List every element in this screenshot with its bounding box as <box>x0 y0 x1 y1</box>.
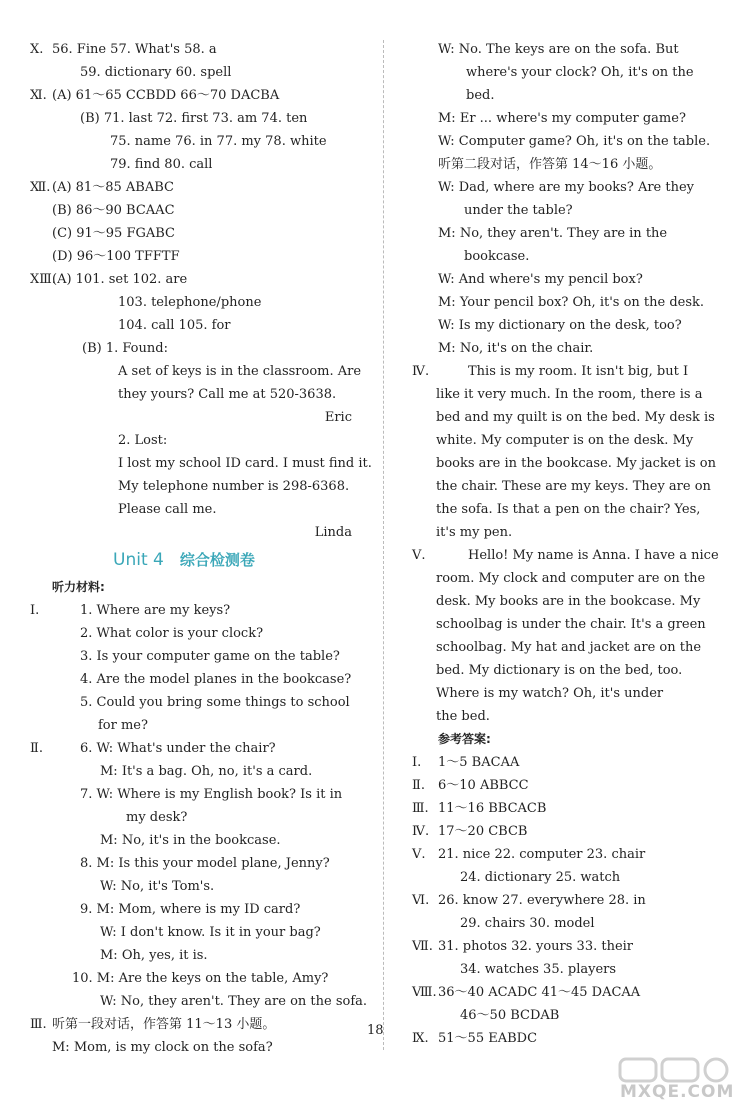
answer-line <box>412 291 712 314</box>
answer-line <box>30 337 360 360</box>
section-label: Ⅴ. <box>412 847 426 862</box>
answer-line <box>412 475 712 498</box>
line-text: M: It's a bag. Oh, no, it's a card. <box>100 764 313 779</box>
line-text: schoolbag is under the chair. It's a green <box>436 617 706 632</box>
line-text: it's my pen. <box>436 525 513 540</box>
answer-line <box>412 935 712 958</box>
line-text: desk. My books are in the bookcase. My <box>436 594 701 609</box>
answer-line <box>30 921 360 944</box>
answer-line <box>30 714 360 737</box>
answer-line <box>412 176 712 199</box>
answer-line <box>30 990 368 1013</box>
answer-line <box>412 222 712 245</box>
answer-line <box>412 751 712 774</box>
answer-line <box>30 475 360 498</box>
line-text: 31. photos 32. yours 33. their <box>438 939 634 954</box>
line-text: W: And where's my pencil box? <box>438 272 643 287</box>
line-text: 9. M: Mom, where is my ID card? <box>80 902 301 917</box>
line-text: bed. <box>466 88 495 103</box>
answer-line <box>30 737 360 760</box>
answer-line <box>412 590 712 613</box>
answer-line <box>412 452 716 475</box>
answer-line <box>412 613 712 636</box>
answer-line <box>412 153 712 176</box>
line-text: (B) 1. Found: <box>82 341 168 356</box>
answer-line <box>30 61 360 84</box>
line-text: white. My computer is on the desk. My <box>436 433 694 448</box>
answer-line <box>30 38 360 61</box>
watermark-text: MXQE.COM <box>620 1082 735 1102</box>
line-text: schoolbag. My hat and jacket are on the <box>436 640 702 655</box>
answer-line <box>30 944 360 967</box>
line-text: 24. dictionary 25. watch <box>460 870 621 885</box>
line-text: 46～50 BCDAB <box>460 1008 560 1023</box>
section-label: Ⅷ. <box>412 985 437 1000</box>
reference-answers-heading: 参考答案: <box>438 732 491 746</box>
answer-line <box>30 498 360 521</box>
line-text: 10. M: Are the keys on the table, Amy? <box>72 971 329 986</box>
line-text: Please call me. <box>118 502 217 517</box>
line-text: where's your clock? Oh, it's on the <box>466 65 694 80</box>
answer-line <box>30 107 360 130</box>
answer-line <box>30 452 372 475</box>
answer-line <box>30 383 360 406</box>
answer-line <box>30 875 360 898</box>
answer-line <box>412 659 712 682</box>
left-column <box>30 38 372 1059</box>
answer-line <box>30 245 360 268</box>
answer-line <box>412 981 712 1004</box>
line-text: W: Dad, where are my books? Are they <box>438 180 695 195</box>
section-label: Ⅱ. <box>30 741 43 756</box>
line-text: 4. Are the model planes in the bookcase? <box>80 672 352 687</box>
line-text: for me? <box>98 718 148 733</box>
answer-line <box>30 84 360 107</box>
line-text: M: Er ... where's my computer game? <box>438 111 686 126</box>
line-text: 2. What color is your clock? <box>80 626 264 641</box>
line-text: 6. W: What's under the chair? <box>80 741 276 756</box>
answer-line <box>412 199 712 222</box>
line-text: 51～55 EABDC <box>438 1031 538 1046</box>
line-text: (C) 91～95 FGABC <box>52 226 175 241</box>
answer-line <box>412 567 712 590</box>
line-text: they yours? Call me at 520-3638. <box>118 387 337 402</box>
answer-line <box>412 958 712 981</box>
answer-line <box>30 599 360 622</box>
section-label: Ⅲ. <box>412 801 429 816</box>
line-text: 29. chairs 30. model <box>460 916 595 931</box>
line-text: 8. M: Is this your model plane, Jenny? <box>80 856 330 871</box>
line-text: 79. find 80. call <box>110 157 213 172</box>
line-text: under the table? <box>464 203 573 218</box>
line-text: books are in the bookcase. My jacket is on <box>436 456 716 471</box>
line-text: bookcase. <box>464 249 530 264</box>
answer-line <box>412 130 712 153</box>
line-text: (A) 81～85 ABABC <box>52 180 174 195</box>
listening-material-heading: 听力材料: <box>52 580 105 594</box>
answer-line <box>412 682 712 705</box>
answer-line <box>412 245 712 268</box>
answer-line <box>30 829 360 852</box>
section-label: Ⅵ. <box>412 893 430 908</box>
line-text: 75. name 76. in 77. my 78. white <box>110 134 327 149</box>
line-text: the chair. These are my keys. They are on <box>436 479 711 494</box>
answer-line <box>412 843 712 866</box>
answer-line <box>30 406 360 429</box>
line-text: 3. Is your computer game on the table? <box>80 649 340 664</box>
line-text: 26. know 27. everywhere 28. in <box>438 893 646 908</box>
section-label: Ⅶ. <box>412 939 433 954</box>
line-text: 听第二段对话，作答第 14～16 小题。 <box>438 157 662 172</box>
line-text: bed. My dictionary is on the bed, too. <box>436 663 683 678</box>
line-text: my desk? <box>126 810 188 825</box>
answer-line <box>412 107 712 130</box>
answer-line <box>30 1036 360 1059</box>
answer-line <box>412 429 712 452</box>
line-text: W: Is my dictionary on the desk, too? <box>438 318 682 333</box>
answer-line <box>412 360 712 383</box>
answer-line <box>30 130 360 153</box>
answer-line <box>412 1027 712 1050</box>
line-text: This is my room. It isn't big, but I <box>468 364 689 379</box>
answer-line <box>30 691 360 714</box>
line-text: 2. Lost: <box>118 433 168 448</box>
section-label: ⅩⅢ. <box>30 272 56 287</box>
section-label: Ⅹ. <box>30 42 44 57</box>
line-text: 6～10 ABBCC <box>438 778 529 793</box>
line-text: M: No, it's in the bookcase. <box>100 833 281 848</box>
answer-line <box>412 61 712 84</box>
answer-line <box>412 383 712 406</box>
line-text: M: No, it's on the chair. <box>438 341 594 356</box>
section-label: Ⅱ. <box>412 778 425 793</box>
section-label: Ⅸ. <box>412 1031 429 1046</box>
answer-line <box>412 498 712 521</box>
line-text: (B) 86～90 BCAAC <box>52 203 175 218</box>
line-text: Hello! My name is Anna. I have a nice <box>468 548 719 563</box>
unit-subtitle: 综合检测卷 <box>179 551 255 569</box>
line-text: My telephone number is 298-6368. <box>118 479 350 494</box>
answer-line <box>412 705 712 728</box>
line-text: W: No, they aren't. They are on the sofa. <box>100 994 368 1009</box>
answer-line <box>30 268 360 291</box>
answer-line <box>412 774 712 797</box>
line-text: W: No, it's Tom's. <box>100 879 215 894</box>
section-label: Ⅻ. <box>30 180 51 195</box>
line-text: W: I don't know. Is it in your bag? <box>100 925 321 940</box>
right-column <box>412 38 719 1050</box>
answer-line <box>30 783 360 806</box>
answer-line <box>412 544 719 567</box>
section-label: Ⅴ. <box>412 548 426 563</box>
line-text: 21. nice 22. computer 23. chair <box>438 847 646 862</box>
line-text: like it very much. In the room, there is a <box>436 387 703 402</box>
answer-line <box>412 636 712 659</box>
line-text: 11～16 BBCACB <box>438 801 547 816</box>
line-text: A set of keys is in the classroom. Are <box>118 364 362 379</box>
answer-line <box>412 521 712 544</box>
answer-line <box>412 268 712 291</box>
answer-line <box>412 912 712 935</box>
line-text: 103. telephone/phone <box>118 295 262 310</box>
answer-line <box>412 84 712 107</box>
answer-line <box>412 314 712 337</box>
answer-line <box>30 199 360 222</box>
answer-line <box>412 889 712 912</box>
line-text: M: No, they aren't. They are in the <box>438 226 668 241</box>
answer-line <box>30 153 360 176</box>
section-label: Ⅺ. <box>30 88 47 103</box>
line-text: I lost my school ID card. I must find it. <box>118 456 372 471</box>
unit-heading <box>30 544 360 576</box>
answer-line <box>30 576 360 599</box>
answer-line <box>30 622 360 645</box>
answer-line <box>412 728 712 751</box>
answer-line <box>30 314 360 337</box>
answer-line <box>30 521 360 544</box>
line-text: (A) 101. set 102. are <box>52 272 188 287</box>
line-text: 1. Where are my keys? <box>80 603 231 618</box>
answer-line <box>30 222 360 245</box>
line-text: W: No. The keys are on the sofa. But <box>438 42 679 57</box>
answer-line <box>30 852 360 875</box>
line-text: 56. Fine 57. What's 58. a <box>52 42 217 57</box>
section-label: Ⅳ. <box>412 824 430 839</box>
signature-eric: Eric <box>324 410 352 425</box>
line-text: the sofa. Is that a pen on the chair? Yes, <box>436 502 701 517</box>
unit-name: Unit 4 <box>113 550 164 570</box>
answer-line <box>30 176 360 199</box>
column-divider <box>383 40 384 1050</box>
answer-line <box>412 866 712 889</box>
line-text: the bed. <box>436 709 490 724</box>
section-label: Ⅲ. <box>30 1017 47 1032</box>
line-text: 17～20 CBCB <box>438 824 528 839</box>
answer-line <box>412 337 712 360</box>
answer-line <box>30 645 360 668</box>
line-text: (D) 96～100 TFFTF <box>52 249 180 264</box>
line-text: W: Computer game? Oh, it's on the table. <box>438 134 711 149</box>
signature-linda: Linda <box>314 525 352 540</box>
answer-line <box>30 429 360 452</box>
line-text: (B) 71. last 72. first 73. am 74. ten <box>80 111 308 126</box>
line-text: 听第一段对话，作答第 11～13 小题。 <box>52 1017 276 1032</box>
line-text: M: Oh, yes, it is. <box>100 948 208 963</box>
line-text: 59. dictionary 60. spell <box>80 65 232 80</box>
line-text: 104. call 105. for <box>118 318 231 333</box>
line-text: M: Your pencil box? Oh, it's on the desk. <box>438 295 705 310</box>
answer-line <box>30 360 360 383</box>
answer-line <box>30 898 360 921</box>
answer-line <box>30 967 360 990</box>
section-label: Ⅳ. <box>412 364 430 379</box>
answer-line <box>412 1004 712 1027</box>
line-text: 1～5 BACAA <box>438 755 520 770</box>
line-text: 34. watches 35. players <box>460 962 617 977</box>
line-text: (A) 61～65 CCBDD 66～70 DACBA <box>52 88 280 103</box>
answer-line <box>30 760 360 783</box>
page-number: 18 <box>367 1023 384 1038</box>
line-text: room. My clock and computer are on the <box>436 571 706 586</box>
answer-line <box>412 38 712 61</box>
answer-line <box>30 291 360 314</box>
line-text: bed and my quilt is on the bed. My desk is <box>436 410 715 425</box>
answer-line <box>412 820 712 843</box>
answer-line <box>412 406 715 429</box>
line-text: 36～40 ACADC 41～45 DACAA <box>438 985 641 1000</box>
line-text: Where is my watch? Oh, it's under <box>436 686 664 701</box>
section-label: Ⅰ. <box>30 603 40 618</box>
answer-line <box>30 1013 360 1036</box>
answer-line <box>30 806 360 829</box>
line-text: 5. Could you bring some things to school <box>80 695 350 710</box>
answer-line <box>30 668 360 691</box>
line-text: M: Mom, is my clock on the sofa? <box>52 1040 273 1055</box>
line-text: 7. W: Where is my English book? Is it in <box>80 787 343 802</box>
answer-line <box>412 797 712 820</box>
section-label: Ⅰ. <box>412 755 422 770</box>
